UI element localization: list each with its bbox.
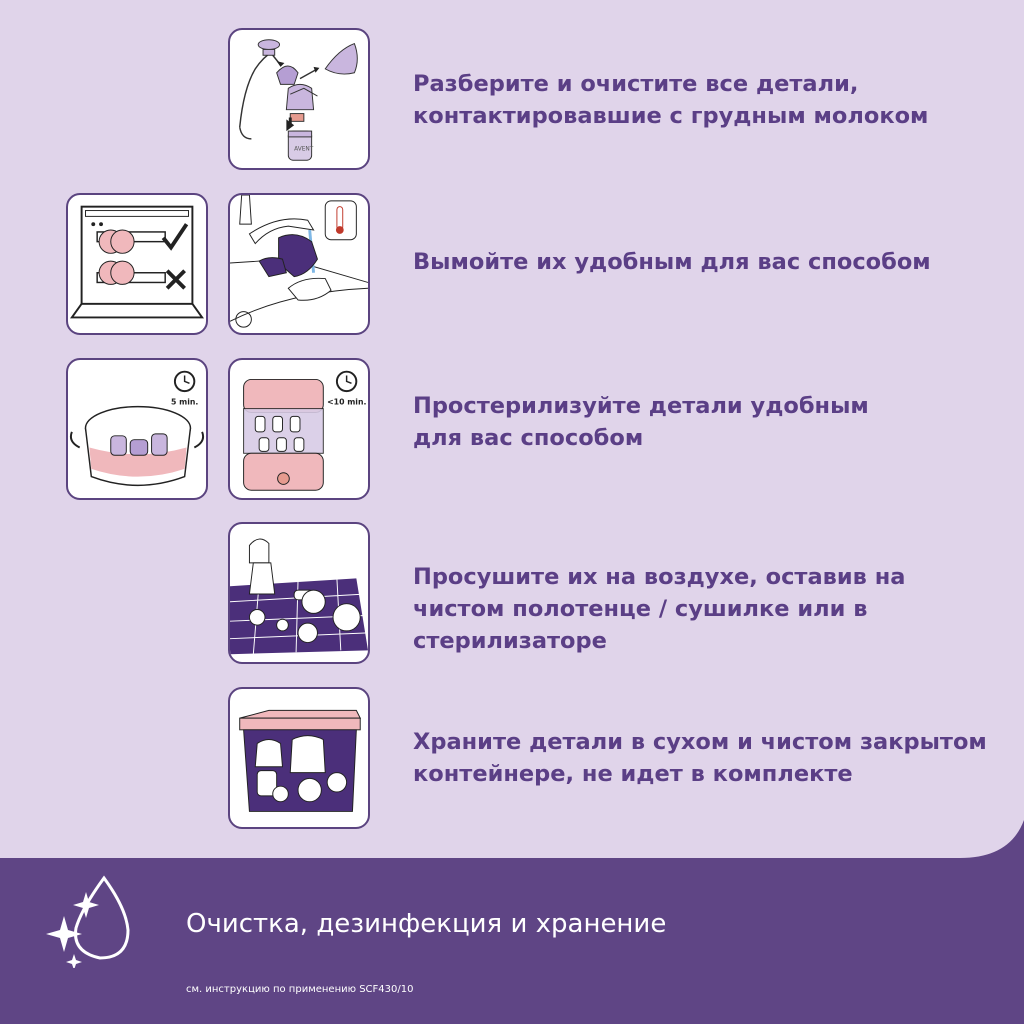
dishwasher-icon: [68, 195, 206, 333]
hand-wash-icon: [230, 195, 368, 333]
footer-title: Очистка, дезинфекция и хранение: [186, 909, 667, 939]
electric-sterilizer-icon: [230, 360, 368, 498]
air-dry-towel-icon: [230, 524, 368, 662]
air-dry-illustration: [228, 522, 370, 664]
electric-sterilizer-illustration: [228, 358, 370, 500]
step-1-text: Разберите и очистите все детали, контактировавшие с грудным молоком: [413, 71, 929, 129]
sparkling-drop-icon: [46, 872, 142, 968]
step-2-text: Вымойте их удобным для вас способом: [413, 249, 931, 275]
sterilizer-timer-label: <10 min.: [327, 397, 367, 407]
step-4-text: Просушите их на воздухе, оставив на чистом полотенце / сушилке или в стерилизаторе: [413, 564, 906, 654]
hand-wash-illustration: [228, 193, 370, 335]
svg-text:AVENT: AVENT: [294, 146, 314, 153]
step-3-text: Простерилизуйте детали удобным для вас способом: [413, 393, 869, 451]
boiling-pot-icon: [68, 360, 206, 498]
storage-container-illustration: [228, 687, 370, 829]
disassemble-pump-icon: [230, 30, 368, 168]
dishwasher-illustration: [66, 193, 208, 335]
boiling-pot-illustration: [66, 358, 208, 500]
boil-timer-label: 5 min.: [171, 397, 199, 407]
disassemble-pump-illustration: [228, 28, 370, 170]
step-5-text: Храните детали в сухом и чистом закрытом контейнере, не идет в комплекте: [413, 729, 987, 787]
storage-container-icon: [230, 689, 368, 827]
footer-note: см. инструкцию по применению SCF430/10: [186, 984, 414, 995]
